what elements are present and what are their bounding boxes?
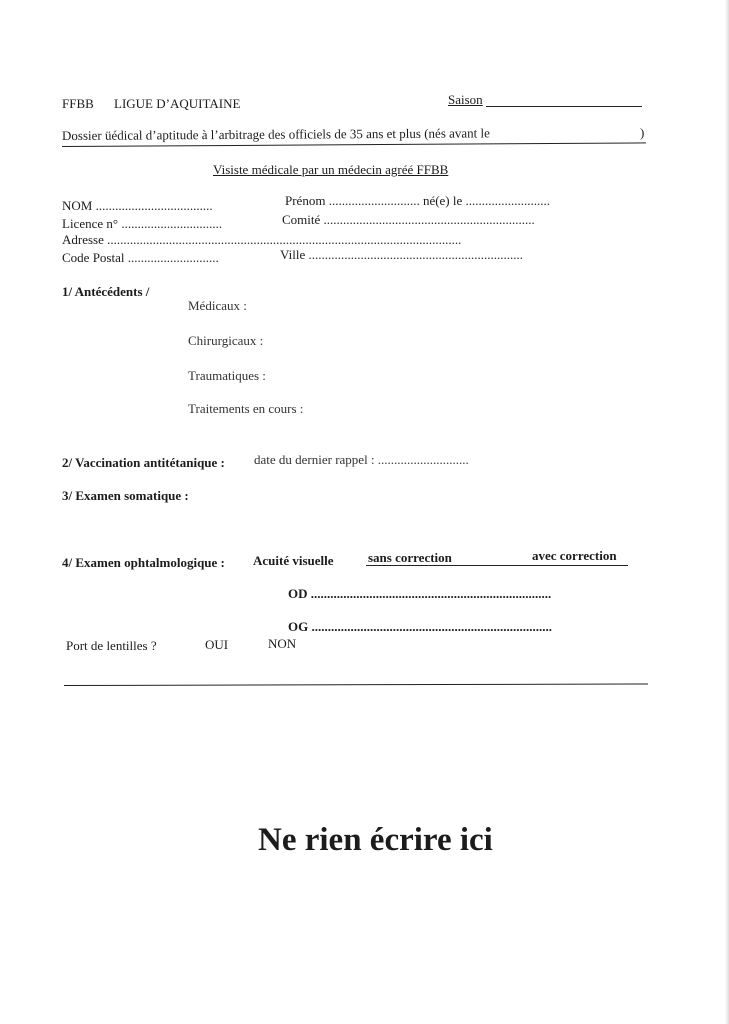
saison-line xyxy=(486,106,642,107)
od-field: OD .......................................................................... xyxy=(288,586,552,601)
form-subtitle: Visiste médicale par un médecin agréé FFBB xyxy=(213,162,449,177)
antecedent-traitements: Traitements en cours : xyxy=(188,401,304,416)
form-title: Dossier üédical d’aptitude à l’arbitrage des officiels de 35 ans et plus (nés avant le xyxy=(61,125,490,143)
nom-field: NOM .................................... xyxy=(62,198,213,213)
sans-correction-label: sans correction xyxy=(368,550,452,565)
vaccination-date: date du dernier rappel : ............................ xyxy=(254,452,469,467)
code-postal-field: Code Postal ............................ xyxy=(62,250,219,265)
lentilles-oui: OUI xyxy=(205,637,229,652)
prenom-field: Prénom ............................ né(e) le .......................... xyxy=(285,193,551,208)
section2-title: 2/ Vaccination antitétanique : xyxy=(62,455,225,470)
avec-correction-label: avec correction xyxy=(532,548,617,563)
og-field: OG .......................................................................... xyxy=(288,619,552,634)
section4-title: 4/ Examen ophtalmologique : xyxy=(62,555,225,570)
adresse-field: Adresse ............................................................................................................. xyxy=(62,232,462,247)
lentilles-non: NON xyxy=(268,636,297,651)
acuite-visuelle-label: Acuité visuelle xyxy=(253,553,334,568)
section-separator xyxy=(64,683,648,686)
antecedent-medicaux: Médicaux : xyxy=(188,298,247,313)
form-title-close: ) xyxy=(640,125,645,140)
footer-do-not-write: Ne rien écrire ici xyxy=(258,822,493,858)
antecedent-traumatiques: Traumatiques : xyxy=(188,368,266,383)
header-org: FFBB xyxy=(62,96,94,111)
section1-title: 1/ Antécédents / xyxy=(62,284,150,299)
saison-label: Saison xyxy=(448,92,483,107)
ville-field: Ville .................................................................. xyxy=(280,247,523,262)
correction-underline xyxy=(366,565,628,566)
lentilles-question: Port de lentilles ? xyxy=(66,638,157,653)
header-league: LIGUE D’AQUITAINE xyxy=(114,96,241,111)
antecedent-chirurgicaux: Chirurgicaux : xyxy=(188,333,264,348)
scan-edge-shadow xyxy=(725,0,729,1024)
licence-field: Licence n° ............................... xyxy=(62,216,223,231)
comite-field: Comité ................................................................. xyxy=(282,212,535,227)
section3-title: 3/ Examen somatique : xyxy=(62,488,189,503)
